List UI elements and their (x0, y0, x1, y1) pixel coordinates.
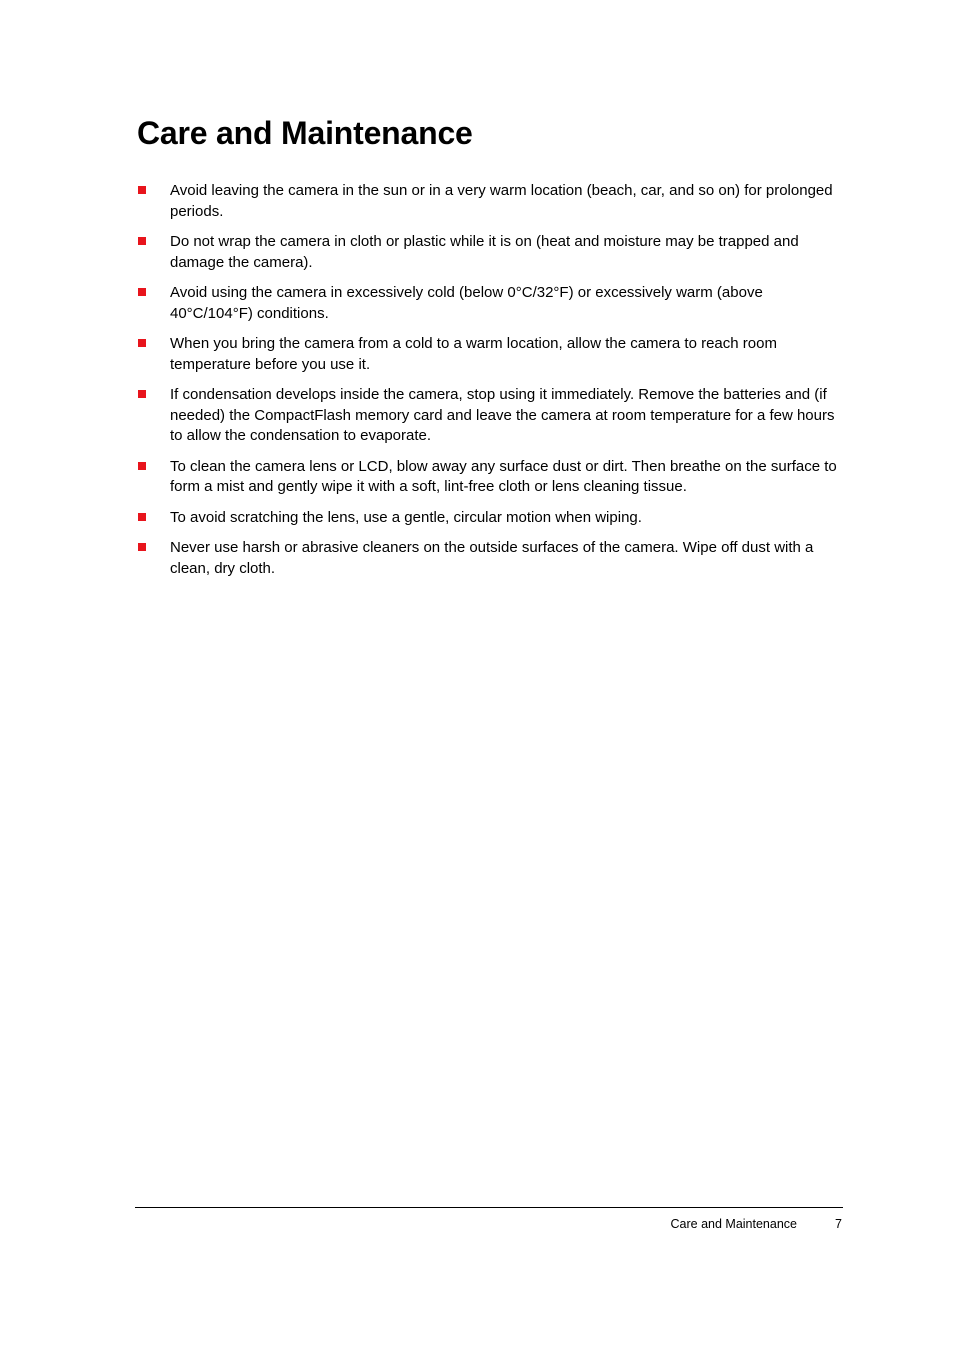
list-item (137, 538, 847, 579)
list-item-text: When you bring the camera from a cold to a warm location, allow the camera to reach room temperature before you use it. (170, 335, 777, 373)
list-item (137, 283, 847, 324)
square-bullet-icon (138, 237, 146, 245)
bullet-list (137, 181, 847, 589)
square-bullet-icon (138, 186, 146, 194)
list-item (137, 385, 847, 447)
footer-divider (135, 1207, 843, 1208)
list-item-text: Never use harsh or abrasive cleaners on the outside surfaces of the camera. Wipe off dust with a clean, dry cloth. (170, 539, 814, 577)
page-title: Care and Maintenance (137, 115, 473, 151)
square-bullet-icon (138, 462, 146, 470)
list-item (137, 457, 847, 498)
list-item (137, 232, 847, 273)
footer-page-number: 7 (835, 1217, 842, 1231)
square-bullet-icon (138, 513, 146, 521)
square-bullet-icon (138, 288, 146, 296)
list-item (137, 181, 847, 222)
square-bullet-icon (138, 390, 146, 398)
square-bullet-icon (138, 543, 146, 551)
list-item-text: Avoid using the camera in excessively cold (below 0°C/32°F) or excessively warm (above 40°C/104°F) conditions. (170, 284, 763, 322)
list-item-text: To clean the camera lens or LCD, blow away any surface dust or dirt. Then breathe on the surface to form a mist and gently wipe it with a soft, lint-free cloth or lens cleaning tissue. (170, 457, 837, 495)
list-item (137, 508, 847, 529)
list-item-text: To avoid scratching the lens, use a gentle, circular motion when wiping. (170, 508, 642, 526)
list-item (137, 334, 847, 375)
list-item-text: Avoid leaving the camera in the sun or in a very warm location (beach, car, and so on) for prolonged periods. (170, 182, 833, 220)
list-item-text: Do not wrap the camera in cloth or plastic while it is on (heat and moisture may be trapped and damage the camera). (170, 233, 799, 271)
square-bullet-icon (138, 339, 146, 347)
footer-section-title: Care and Maintenance (670, 1217, 797, 1231)
list-item-text: If condensation develops inside the camera, stop using it immediately. Remove the batteries and (if needed) the CompactFlash memory card and leave the camera at room temperature for a few hours to allow the condensation to evaporate. (170, 386, 835, 444)
